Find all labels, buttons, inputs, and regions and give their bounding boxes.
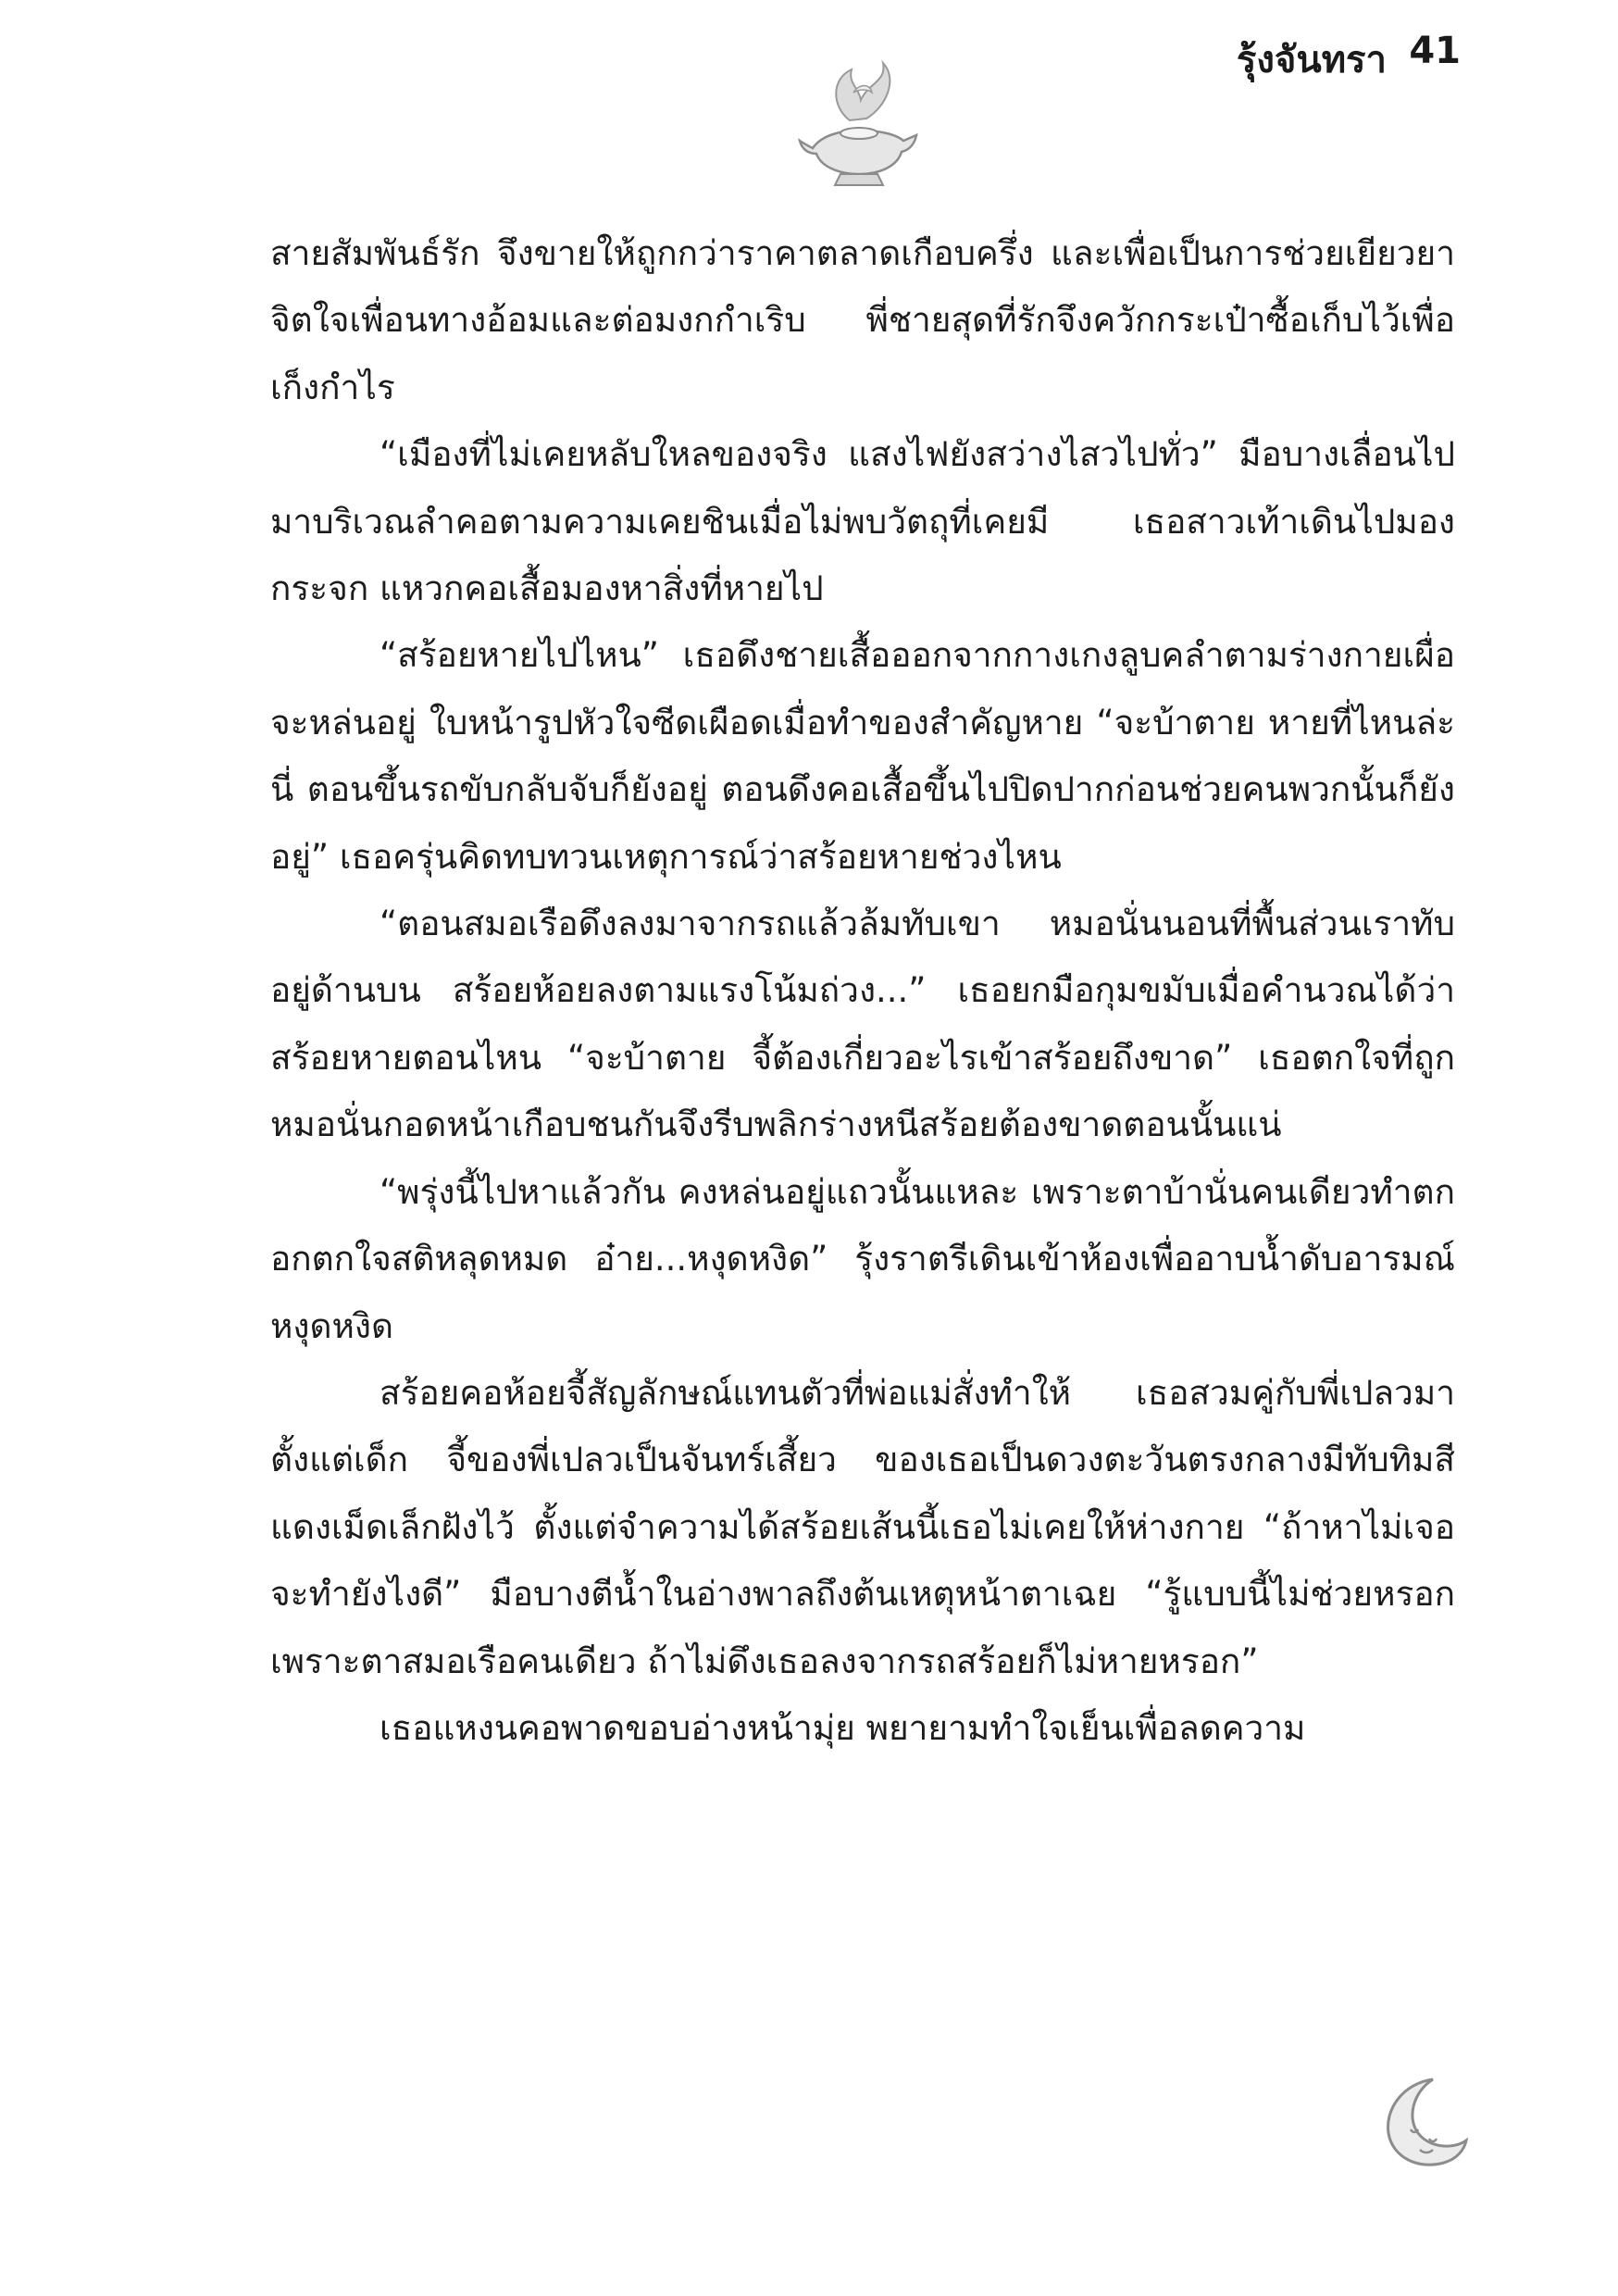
paragraph: “พรุ่งนี้ไปหาแล้วกัน คงหล่นอยู่แถวนั้นแหละ เพราะตาบ้านั่นคนเดียวทำตกอกตกใจสติหลุดหมด อ๋าย...หงุดหงิด” รุ้งราตรีเดินเข้าห้องเพื่ออาบน้ำดับอารมณ์หงุดหงิด [270, 1171, 1455, 1346]
paragraph: เธอแหงนคอพาดขอบอ่างหน้ามุ่ย พยายามทำใจเย็นเพื่อลดความ [380, 1707, 1306, 1748]
paragraph: “สร้อยหายไปไหน” เธอดึงชายเสื้อออกจากกางเกงลูบคลำตามร่างกายเผื่อจะหล่นอยู่ ใบหน้ารูปหัวใจซีดเผือดเมื่อทำของสำคัญหาย “จะบ้าตาย หายที่ไหนล่ะนี่ ตอนขึ้นรถขับกลับจับก็ยังอยู่ ตอนดึงคอเสื้อขึ้นไปปิดปากก่อนช่วยคนพวกนั้นก็ยังอยู่” เธอครุ่นคิดทบทวนเหตุการณ์ว่าสร้อยหายช่วงไหน [270, 635, 1455, 877]
paragraph: สายสัมพันธ์รัก จึงขายให้ถูกกว่าราคาตลาดเกือบครึ่ง และเพื่อเป็นการช่วยเยียวยาจิตใจเพื่อนทางอ้อมและต่อมงกกำเริบ พี่ชายสุดที่รักจึงควักกระเป๋าซื้อเก็บไว้เพื่อเก็งกำไร [270, 233, 1455, 407]
paragraph: “เมืองที่ไม่เคยหลับใหลของจริง แสงไฟยังสว่างไสวไปทั่ว” มือบางเลื่อนไปมาบริเวณลำคอตามความเคยชินเมื่อไม่พบวัตถุที่เคยมี เธอสาวเท้าเดินไปมองกระจก แหวกคอเสื้อมองหาสิ่งที่หายไป [270, 434, 1455, 609]
story-text [270, 220, 1455, 1762]
paragraph: สร้อยคอห้อยจี้สัญลักษณ์แทนตัวที่พ่อแม่สั่งทำให้ เธอสวมคู่กับพี่เปลวมาตั้งแต่เด็ก จี้ของพี่เปลวเป็นจันทร์เสี้ยว ของเธอเป็นดวงตะวันตรงกลางมีทับทิมสีแดงเม็ดเล็กฝังไว้ ตั้งแต่จำความได้สร้อยเส้นนี้เธอไม่เคยให้ห่างกาย “ถ้าหาไม่เจอจะทำยังไงดี” มือบางตีน้ำในอ่างพาลถึงต้นเหตุหน้าตาเฉย “รู้แบบนี้ไม่ช่วยหรอก เพราะตาสมอเรือคนเดียว ถ้าไม่ดึงเธอลงจากรถสร้อยก็ไม่หายหรอก” [270, 1372, 1455, 1681]
page-number: 41 [1409, 30, 1461, 72]
paragraph: “ตอนสมอเรือดึงลงมาจากรถแล้วล้มทับเขา หมอนั่นนอนที่พื้นส่วนเราทับอยู่ด้านบน สร้อยห้อยลงตามแรงโน้มถ่วง...” เธอยกมือกุมขมับเมื่อคำนวณได้ว่าสร้อยหายตอนไหน “จะบ้าตาย จี้ต้องเกี่ยวอะไรเข้าสร้อยถึงขาด” เธอตกใจที่ถูกหมอนั่นกอดหน้าเกือบชนกันจึงรีบพลิกร่างหนีสร้อยต้องขาดตอนนั้นแน่ [270, 904, 1455, 1145]
crescent-moon-icon [1368, 2072, 1470, 2174]
book-title: รุ้งจันทรา [1236, 39, 1387, 81]
magic-lamp-ornament-icon [794, 56, 924, 194]
